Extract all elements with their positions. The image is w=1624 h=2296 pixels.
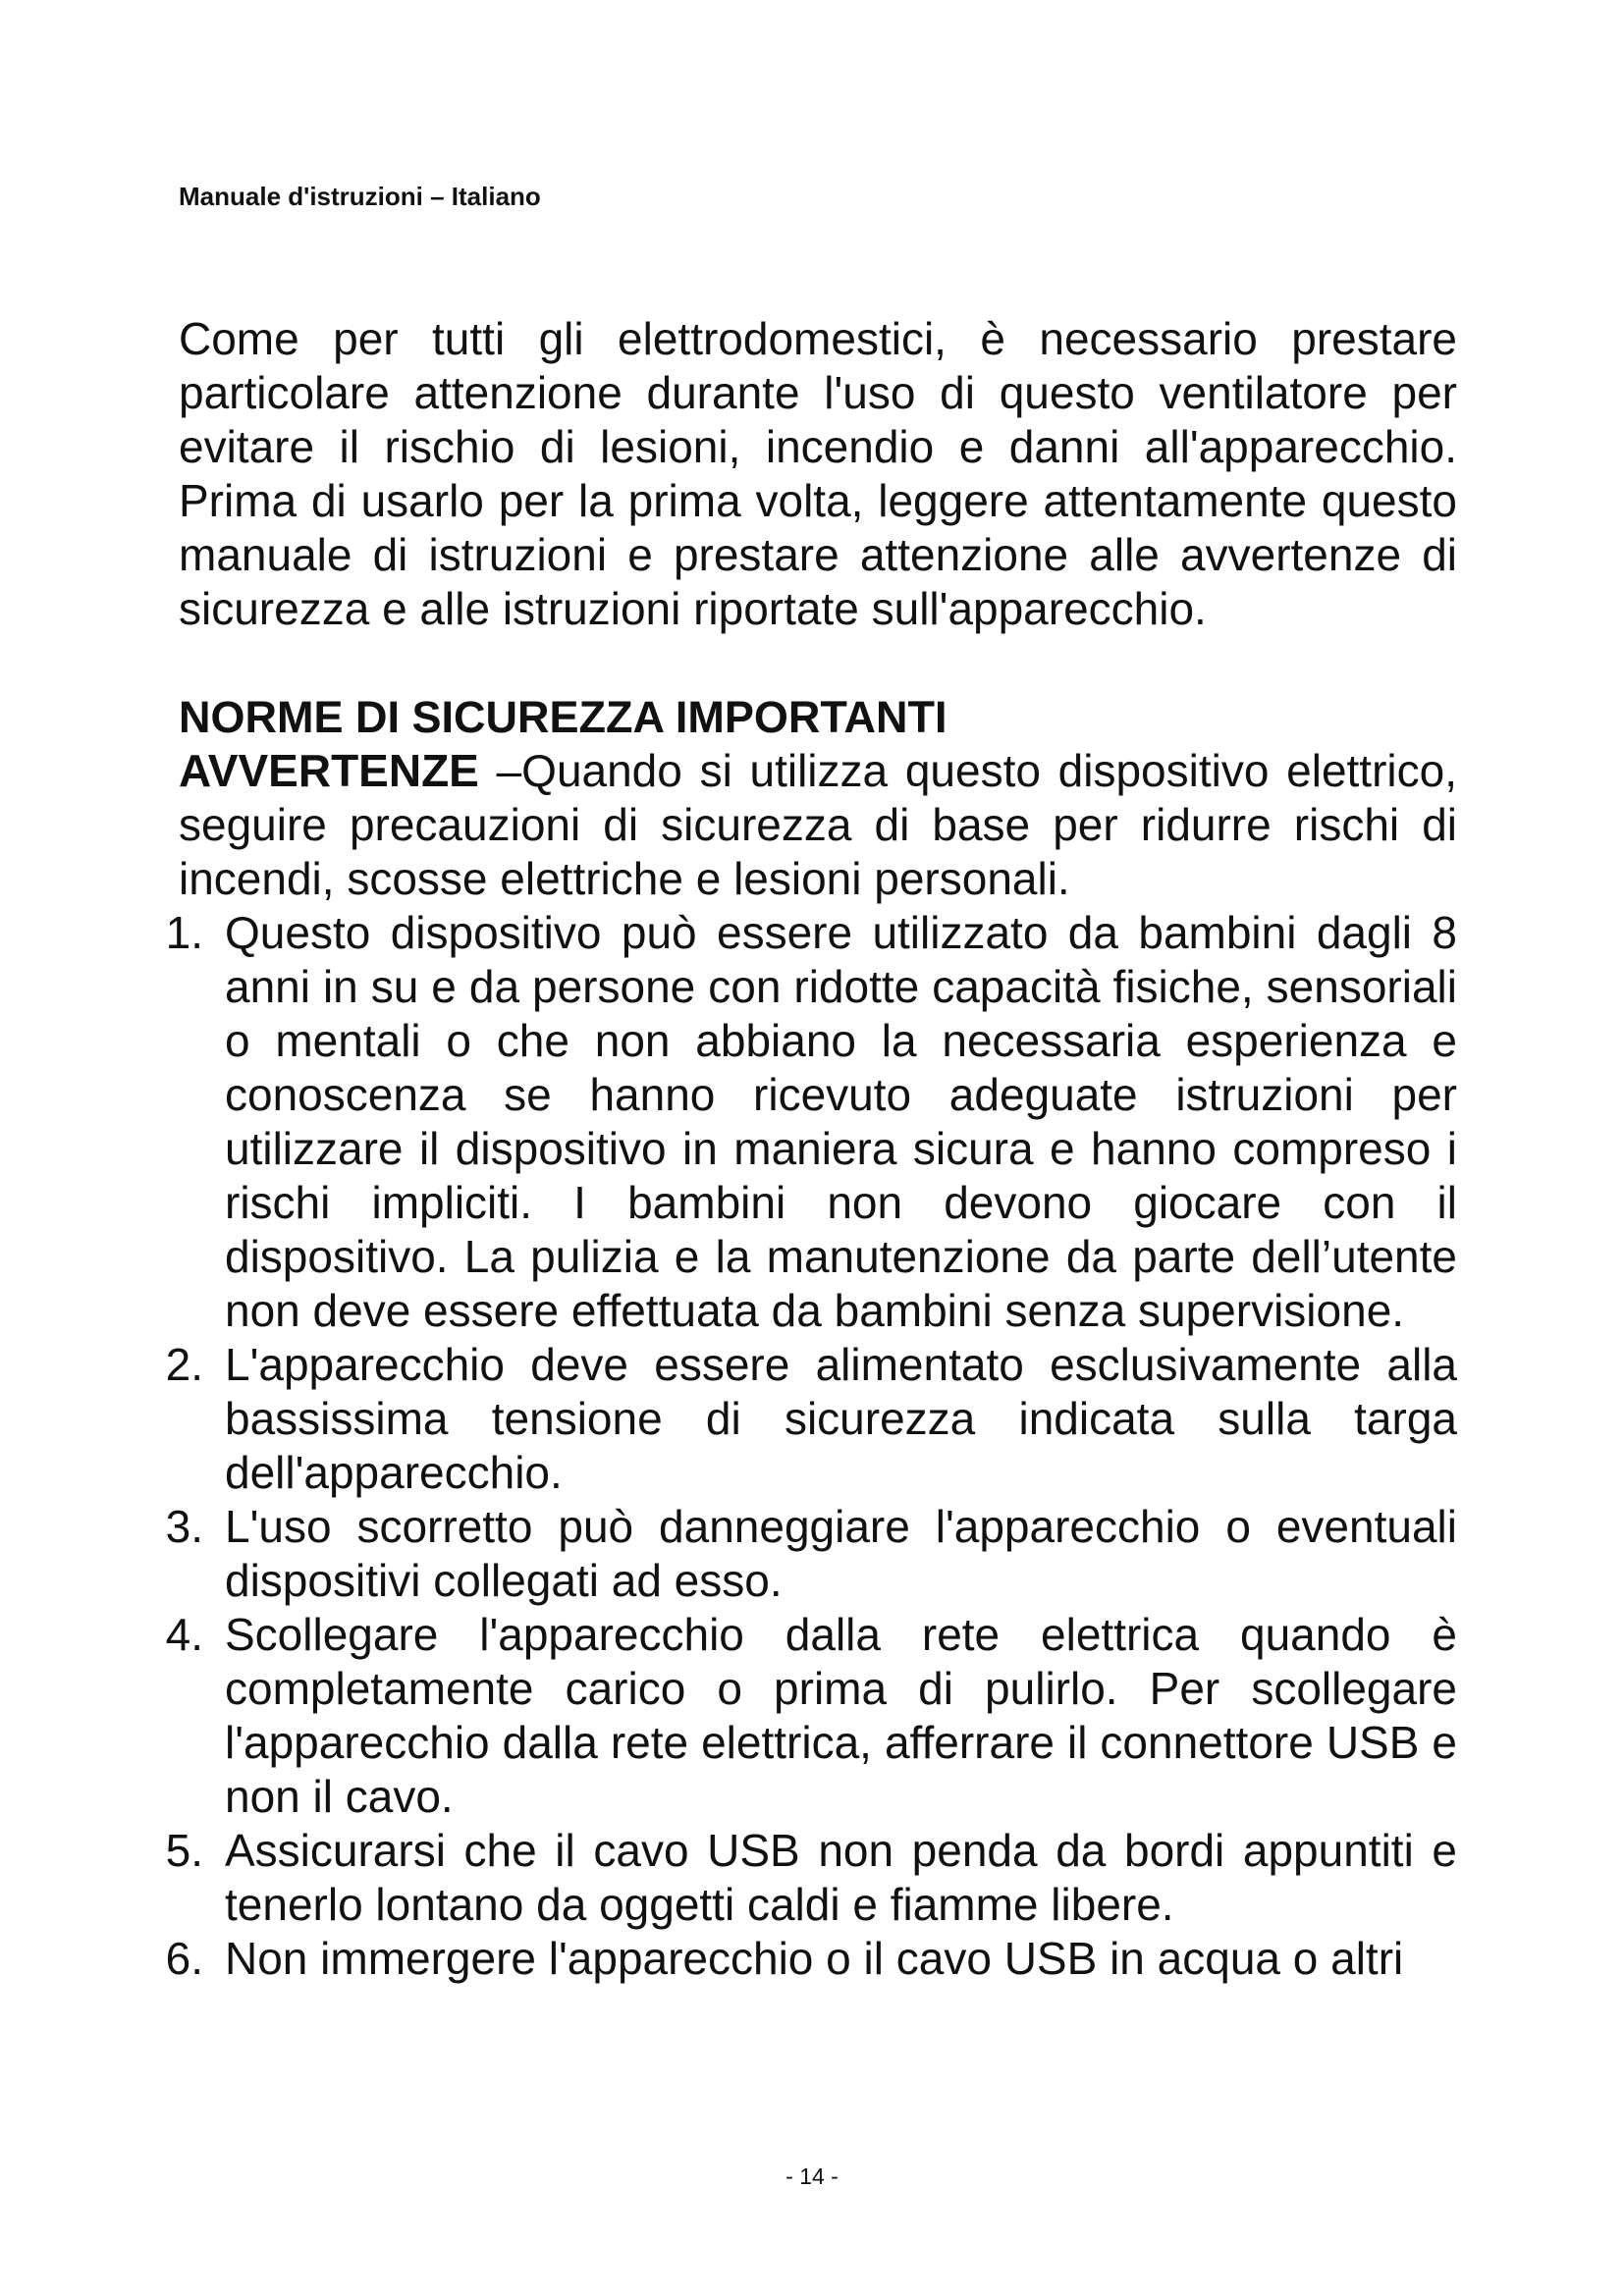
- list-item: [165, 1500, 1457, 1608]
- list-item-number: 6.: [165, 1933, 203, 1984]
- list-item-text: Assicurarsi che il cavo USB non penda da bordi appuntiti e tenerlo lontano da oggetti caldi e fiamme libere.: [225, 1825, 1457, 1930]
- page-number: - 14 -: [785, 2163, 839, 2189]
- section-title: NORME DI SICUREZZA IMPORTANTI: [179, 692, 947, 742]
- list-item: [165, 1932, 1457, 1986]
- list-item-number: 2.: [165, 1339, 203, 1390]
- list-item: [165, 1608, 1457, 1824]
- list-item-text: Scollegare l'apparecchio dalla rete elettrica quando è completamente carico o prima di pulirlo. Per scollegare l'apparecchio dalla rete elettrica, afferrare il connettore USB e non il cavo.: [225, 1609, 1457, 1822]
- list-item: [165, 1824, 1457, 1932]
- warning-paragraph: [179, 744, 1457, 906]
- list-item-number: 5.: [165, 1825, 203, 1876]
- list-item-text: L'uso scorretto può danneggiare l'apparecchio o eventuali dispositivi collegati ad esso.: [225, 1501, 1457, 1606]
- running-header: Manuale d'istruzioni – Italiano: [179, 182, 541, 211]
- list-item: [165, 1338, 1457, 1500]
- list-item: [165, 906, 1457, 1338]
- warning-text: –Quando si utilizza questo dispositivo elettrico, seguire precauzioni di sicurezza di base per ridurre rischi di incendi, scosse elettriche e lesioni personali.: [179, 745, 1457, 904]
- list-item-text: Non immergere l'apparecchio o il cavo USB in acqua o altri: [225, 1933, 1404, 1984]
- list-item-number: 4.: [165, 1609, 203, 1660]
- warning-label: AVVERTENZE: [179, 745, 479, 796]
- list-item-number: 3.: [165, 1501, 203, 1552]
- page-content: [165, 312, 1457, 1986]
- list-item-text: Questo dispositivo può essere utilizzato da bambini dagli 8 anni in su e da persone con ridotte capacità fisiche, sensoriali o mentali o che non abbiano la necessaria esperienza e conoscenza se hanno ricevuto adeguate istruzioni per utilizzare il dispositivo in maniera sicura e hanno compreso i rischi impliciti. I bambini non devono giocare con il dispositivo. La pulizia e la manutenzione da parte dell’utente non deve essere effettuata da bambini senza supervisione.: [225, 907, 1457, 1336]
- list-item-text: L'apparecchio deve essere alimentato esclusivamente alla bassissima tensione di sicurezza indicata sulla targa dell'apparecchio.: [225, 1339, 1457, 1498]
- list-item-number: 1.: [165, 907, 203, 958]
- intro-paragraph: Come per tutti gli elettrodomestici, è necessario prestare particolare attenzione durante l'uso di questo ventilatore per evitare il rischio di lesioni, incendio e danni all'apparecchio. Prima di usarlo per la prima volta, leggere attentamente questo manuale di istruzioni e prestare attenzione alle avvertenze di sicurezza e alle istruzioni riportate sull'apparecchio.: [179, 313, 1457, 634]
- safety-rules-list: [165, 906, 1457, 1986]
